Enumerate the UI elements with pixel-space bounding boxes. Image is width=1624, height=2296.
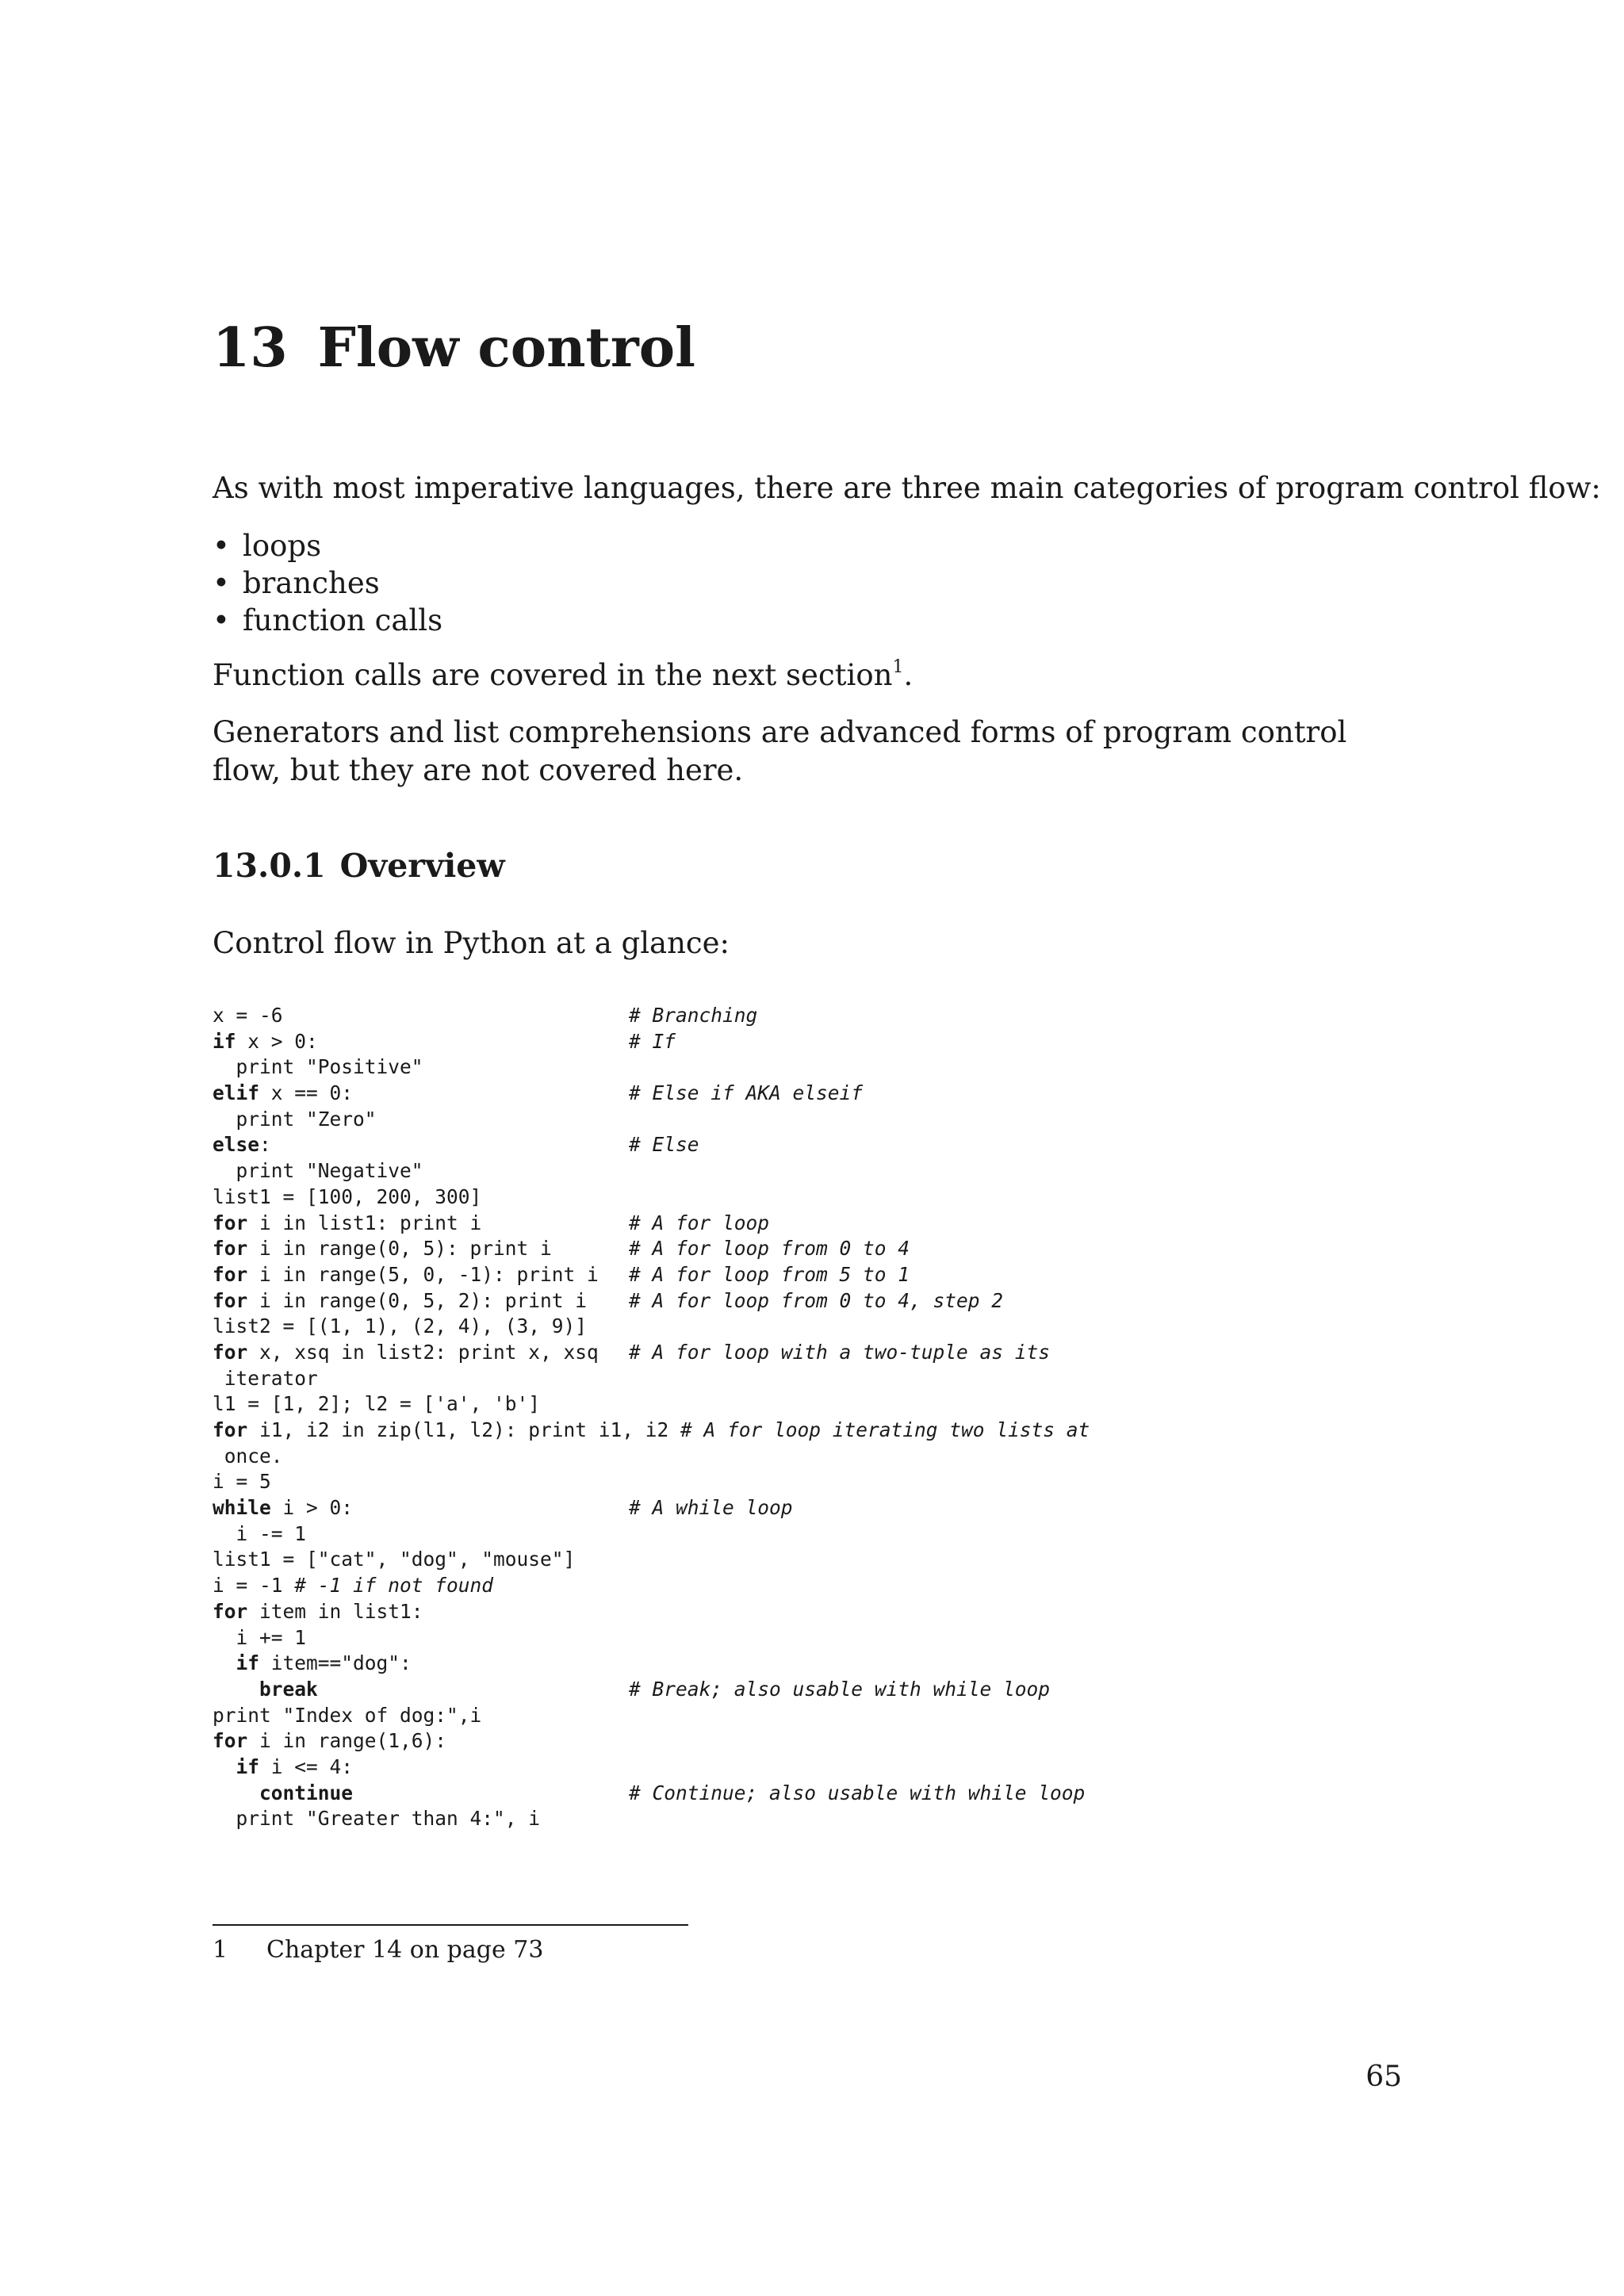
code-comment: # -1 if not found [294,1574,494,1598]
code-comment: # Branching [629,1004,758,1027]
code-text: print "Positive" [213,1055,423,1079]
code-text: i -= 1 [213,1521,307,1545]
code-comment: # A for loop from 0 to 4, step 2 [629,1288,1004,1312]
code-line [213,1262,1090,1288]
bullet-icon: • [213,603,230,637]
list-item [213,564,442,602]
code-line [213,1314,1090,1340]
code-line [213,1599,1090,1625]
code-line [213,1366,1090,1392]
code-keyword: while [213,1496,271,1520]
code-text: list1 = [100, 200, 300] [213,1184,482,1208]
code-text: if i <= 4: [236,1755,354,1778]
code-text: elif x == 0: [213,1081,354,1105]
code-keyword: for [213,1729,248,1753]
code-line [213,1651,1090,1677]
code-line [213,1391,1090,1418]
code-text: for i in range(0, 5): print i [213,1237,552,1261]
code-text: for i in range(5, 0, -1): print i [213,1262,599,1286]
code-block [213,1003,1090,1832]
footnote-number: 1 [213,1936,228,1964]
code-text: while i > 0: [213,1496,354,1520]
code-comment: # A while loop [629,1496,793,1520]
code-keyword: for [213,1288,248,1312]
list-item [213,527,442,564]
code-comment: # Else if AKA elseif [629,1081,864,1105]
code-keyword: if [213,1029,236,1053]
footnote-text: Chapter 14 on page 73 [266,1936,544,1964]
function-calls-end: . [903,658,914,692]
code-keyword: for [213,1340,248,1364]
glance-paragraph: Control flow in Python at a glance: [213,926,730,960]
chapter-title-text: Flow control [317,316,695,380]
code-line [213,1444,1090,1470]
section-title-text: Overview [339,847,505,885]
code-line [213,1054,1090,1081]
control-flow-list [213,527,442,639]
code-line [213,1081,1090,1107]
generators-paragraph: Generators and list comprehensions are advanced forms of program control flow, but they are not covered here. [213,715,1347,787]
code-text: x = -6 [213,1004,283,1027]
code-comment: # If [629,1029,676,1053]
code-text [213,1677,318,1703]
code-keyword: elif [213,1081,260,1105]
code-text: for i1, i2 in zip(l1, l2): print i1, i2 [213,1418,681,1441]
code-text: print "Zero" [213,1107,377,1131]
list-item-text: branches [243,566,380,600]
code-keyword: break [259,1677,318,1701]
code-line [213,1158,1090,1184]
code-line [213,1236,1090,1262]
code-text: for i in range(1,6): [213,1729,447,1753]
code-comment: # Continue; also usable with while loop [629,1781,1086,1804]
code-text: print "Index of dog:",i [213,1703,482,1727]
code-line [213,1573,1090,1599]
code-keyword: else [213,1133,260,1157]
bullet-icon: • [213,566,230,600]
footnote-divider [213,1924,688,1926]
code-comment: # Else [629,1133,699,1157]
code-keyword: if [236,1651,260,1675]
code-keyword: if [236,1755,260,1778]
code-line [213,1677,1090,1703]
code-text: i = 5 [213,1470,271,1494]
code-line [213,1703,1090,1729]
code-keyword: for [213,1262,248,1286]
code-line [213,1184,1090,1211]
code-line [213,1806,1090,1832]
footnote [213,1934,543,1966]
chapter-title [213,316,695,380]
code-text: for x, xsq in list2: print x, xsq [213,1340,599,1364]
code-line [213,1418,1090,1444]
code-comment: # Break; also usable with while loop [629,1677,1051,1701]
footnote-reference[interactable]: 1 [892,657,904,677]
code-text: iterator [213,1366,318,1390]
code-text: print "Negative" [213,1159,423,1183]
code-line [213,1495,1090,1521]
bullet-icon: • [213,529,230,563]
function-calls-paragraph [213,656,1402,695]
code-line [213,1625,1090,1651]
code-text: i = -1 [213,1574,295,1598]
code-line [213,1781,1090,1807]
code-keyword: for [213,1211,248,1234]
code-text: i += 1 [213,1625,307,1649]
code-line [213,1521,1090,1548]
code-text: for item in list1: [213,1599,423,1623]
code-line [213,1469,1090,1495]
code-text: else: [213,1133,271,1157]
code-line [213,1755,1090,1781]
code-line [213,1211,1090,1237]
code-text: if x > 0: [213,1029,318,1053]
code-text: list1 = ["cat", "dog", "mouse"] [213,1548,576,1571]
code-keyword: for [213,1237,248,1261]
function-calls-text: Function calls are covered in the next section [213,658,893,692]
code-keyword: for [213,1599,248,1623]
code-line [213,1288,1090,1314]
code-line [213,1003,1090,1029]
section-number: 13.0.1 [213,847,326,885]
code-comment: # A for loop [629,1211,770,1234]
code-comment: # A for loop with a two-tuple as its [629,1340,1051,1364]
code-comment: # A for loop from 5 to 1 [629,1262,910,1286]
code-text: print "Greater than 4:", i [213,1807,541,1831]
code-line [213,1132,1090,1158]
code-comment: # A for loop from 0 to 4 [629,1237,910,1261]
code-text: for i in range(0, 5, 2): print i [213,1288,588,1312]
code-text: l1 = [1, 2]; l2 = ['a', 'b'] [213,1392,541,1416]
code-keyword: for [213,1418,248,1441]
intro-paragraph: As with most imperative languages, there are three main categories of program control flow: [213,471,1601,505]
list-item-text: function calls [243,603,443,637]
code-comment: # A for loop iterating two lists at [680,1418,1090,1441]
code-line [213,1547,1090,1573]
chapter-number: 13 [213,316,288,380]
code-line [213,1728,1090,1755]
code-text [213,1781,353,1807]
code-line [213,1340,1090,1366]
code-text: once. [213,1444,283,1468]
code-line [213,1107,1090,1133]
page-number: 65 [1365,2061,1402,2093]
code-text: if item=="dog": [236,1651,412,1675]
code-keyword: continue [259,1781,354,1804]
list-item-text: loops [243,529,322,563]
list-item [213,602,442,639]
code-line [213,1029,1090,1055]
section-title [213,847,505,885]
code-text: list2 = [(1, 1), (2, 4), (3, 9)] [213,1314,588,1338]
code-text: for i in list1: print i [213,1211,482,1234]
